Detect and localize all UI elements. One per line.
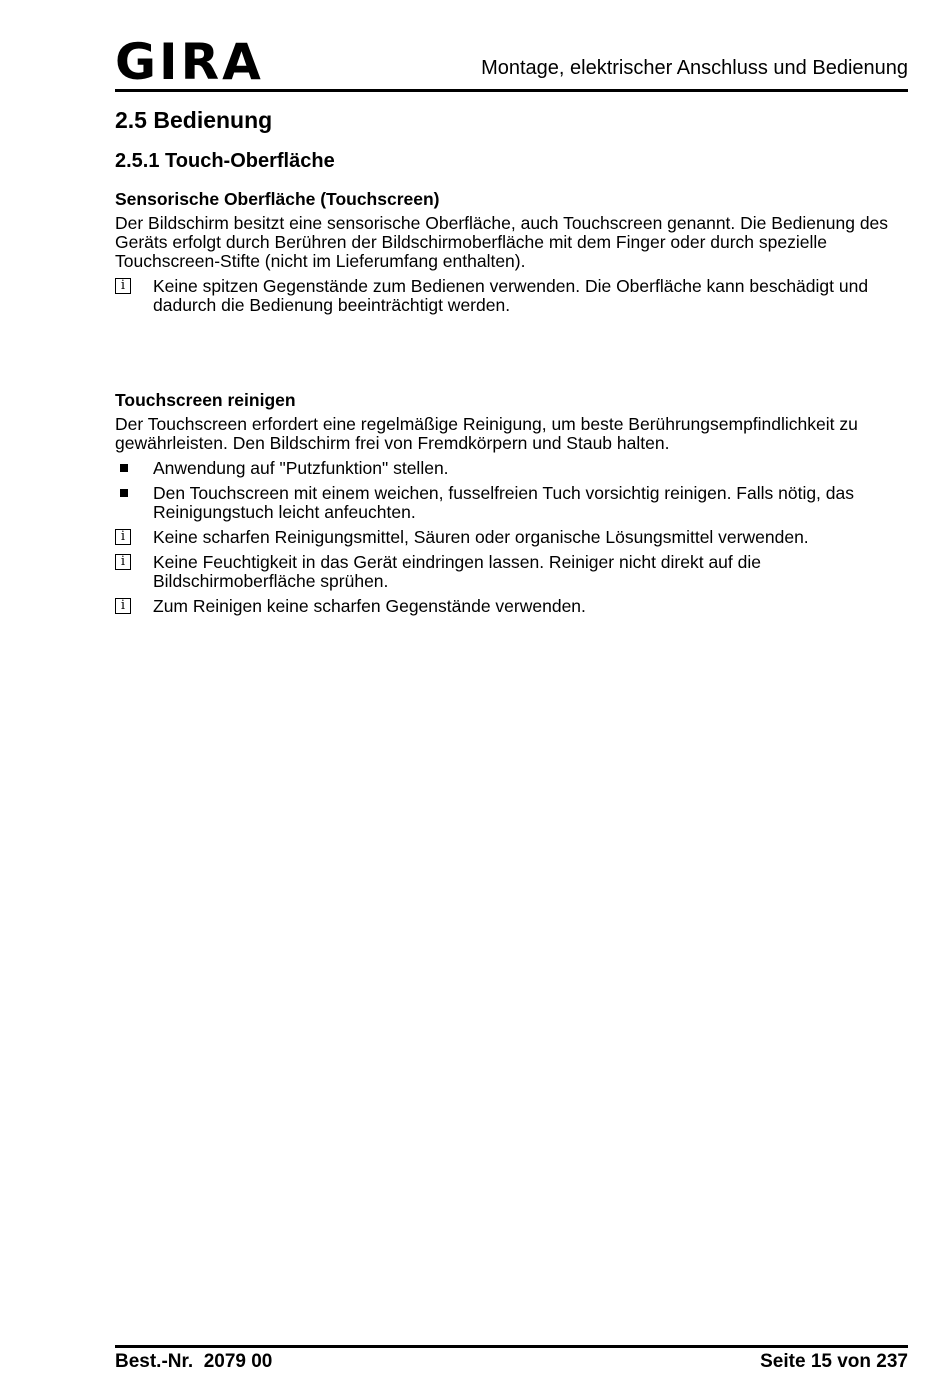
info-note bbox=[115, 553, 908, 591]
section-cleaning bbox=[115, 389, 908, 622]
section-touchscreen bbox=[115, 188, 908, 321]
note-text: Keine spitzen Gegenstände zum Bedienen verwenden. Die Oberfläche kann beschädigt und dadurch die Bedienung beeinträchtigt werden. bbox=[153, 276, 869, 315]
info-note bbox=[115, 597, 908, 616]
subsection-heading: 2.5.1 Touch-Oberfläche bbox=[115, 150, 335, 172]
page-number: Seite 15 von 237 bbox=[760, 1351, 908, 1372]
gira-logo: GIRA bbox=[115, 33, 264, 91]
order-number: Best.-Nr. 2079 00 bbox=[115, 1351, 273, 1372]
header-rule bbox=[115, 89, 908, 92]
note-text: Zum Reinigen keine scharfen Gegenstände verwenden. bbox=[153, 596, 586, 616]
info-icon: i bbox=[115, 553, 135, 572]
bullet-square-icon bbox=[115, 459, 135, 478]
info-note bbox=[115, 277, 908, 315]
note-text: Keine scharfen Reinigungsmittel, Säuren oder organische Lösungsmittel verwenden. bbox=[153, 527, 809, 547]
section-title: Sensorische Oberfläche (Touchscreen) bbox=[115, 189, 440, 209]
section-paragraph: Der Touchscreen erfordert eine regelmäßige Reinigung, um beste Berührungsempfindlichkeit zu gewährleisten. Den Bildschirm frei von Fremdkörpern und Staub halten. bbox=[115, 414, 858, 453]
note-text: Keine Feuchtigkeit in das Gerät eindringen lassen. Reiniger nicht direkt auf die Bildschirmoberfläche sprühen. bbox=[153, 552, 761, 591]
info-icon: i bbox=[115, 597, 135, 616]
info-note bbox=[115, 528, 908, 547]
bullet-text: Den Touchscreen mit einem weichen, fusselfreien Tuch vorsichtig reinigen. Falls nötig, das Reinigungstuch leicht anfeuchten. bbox=[153, 483, 854, 522]
document-page bbox=[115, 0, 908, 1370]
info-icon: i bbox=[115, 277, 135, 296]
section-heading: 2.5 Bedienung bbox=[115, 107, 273, 133]
section-paragraph: Der Bildschirm besitzt eine sensorische Oberfläche, auch Touchscreen genannt. Die Bedienung des Geräts erfolgt durch Berühren der Bildschirmoberfläche mit dem Finger oder durch spezielle Touchscreen-Stifte (nicht im Lieferumfang enthalten). bbox=[115, 213, 889, 271]
header-title: Montage, elektrischer Anschluss und Bedienung bbox=[481, 57, 908, 79]
bullet-item bbox=[115, 459, 908, 478]
bullet-text: Anwendung auf "Putzfunktion" stellen. bbox=[153, 458, 449, 478]
info-icon: i bbox=[115, 528, 135, 547]
bullet-item bbox=[115, 484, 908, 522]
section-title: Touchscreen reinigen bbox=[115, 390, 296, 410]
bullet-square-icon bbox=[115, 484, 135, 503]
page-header bbox=[115, 33, 908, 91]
footer-rule bbox=[115, 1345, 908, 1348]
